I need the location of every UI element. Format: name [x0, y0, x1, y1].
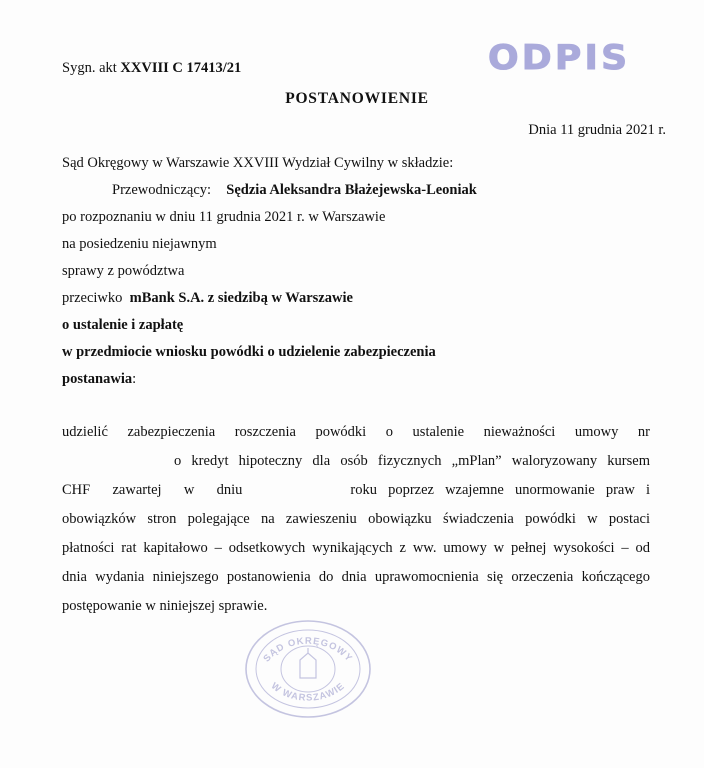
- case-from-line: sprawy z powództwa: [62, 263, 185, 279]
- document-date: Dnia 11 grudnia 2021 r.: [528, 122, 666, 138]
- against-label: przeciwko: [62, 290, 123, 306]
- chairman-line: [62, 177, 662, 204]
- decides-word: postanawia: [62, 371, 133, 387]
- paragraph-line-text: o kredyt hipoteczny dla osób fizycznych „mPlan” waloryzowany kursem: [174, 453, 650, 469]
- hearing-line: po rozpoznaniu w dniu 11 grudnia 2021 r. w Warszawie: [62, 209, 386, 225]
- subject-line: w przedmiocie wniosku powódki o udzielenie zabezpieczenia: [62, 344, 436, 360]
- against-line: [62, 285, 662, 312]
- document-title: POSTANOWIENIE: [285, 90, 429, 107]
- decision-paragraph: [62, 418, 650, 621]
- decides-line: [62, 366, 662, 393]
- claim-line: o ustalenie i zapłatę: [62, 317, 184, 333]
- paragraph-line-redacted-1: [62, 447, 650, 476]
- odpis-stamp: ODPIS: [487, 38, 631, 78]
- chairman-name: Sędzia Aleksandra Błażejewska-Leoniak: [226, 182, 477, 198]
- chairman-label: Przewodniczący:: [112, 182, 212, 198]
- case-signature-number: XXVIII C 17413/21: [120, 60, 242, 76]
- paragraph-line: postępowanie w niniejszej sprawie.: [62, 598, 268, 614]
- document-heading-block: [62, 150, 662, 393]
- session-line: na posiedzeniu niejawnym: [62, 236, 217, 252]
- paragraph-line-text-cont: roku poprzez wzajemne unormowanie praw i: [350, 482, 650, 498]
- paragraph-line: obowiązków stron polegające na zawieszeniu obowiązku świadczenia powódki w postaci: [62, 511, 650, 527]
- against-party: mBank S.A. z siedzibą w Warszawie: [129, 290, 353, 306]
- case-signature-line: [62, 60, 241, 77]
- paragraph-line: udzielić zabezpieczenia roszczenia powódki o ustalenie nieważności umowy nr: [62, 424, 650, 440]
- paragraph-line-redacted-2: [62, 476, 650, 505]
- seal-top-text: SĄD OKRĘGOWY: [261, 635, 355, 665]
- court-seal-stamp: [242, 616, 374, 722]
- paragraph-line-text: CHF zawartej w dniu: [62, 482, 243, 498]
- paragraph-line: płatności rat kapitałowo – odsetkowych wynikających z ww. umowy w pełnej wysokości – od: [62, 540, 650, 556]
- case-signature-label: Sygn. akt: [62, 60, 117, 76]
- court-composition-line: Sąd Okręgowy w Warszawie XXVIII Wydział Cywilny w składzie:: [62, 155, 454, 171]
- seal-bottom-text: W WARSZAWIE: [268, 680, 348, 704]
- decides-colon: :: [132, 371, 137, 387]
- paragraph-line: dnia wydania niniejszego postanowienia do dnia uprawomocnienia się orzeczenia kończącego: [62, 569, 650, 585]
